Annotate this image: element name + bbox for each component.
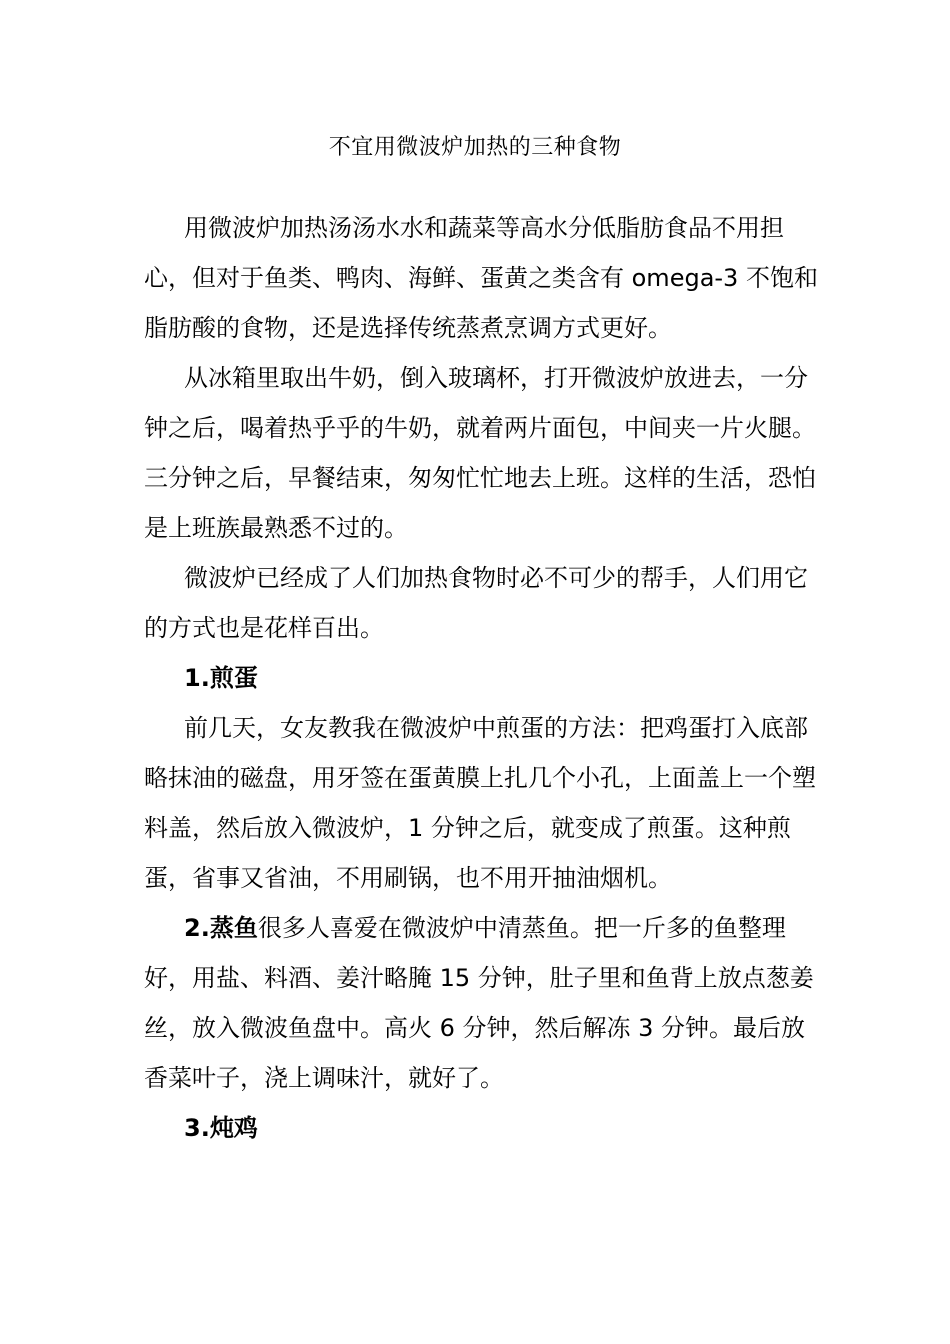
steamed-fish-text: 很多人喜爱在微波炉中清蒸鱼。把一斤多的鱼整理好，用盐、料酒、姜汁略腌 15 分钟，肚子里和鱼背上放点葱姜丝，放入微波鱼盘中。高火 6 分钟，然后解冻 3 分钟。最后放香菜叶子，浇上调味汁，就好了。 [144, 914, 814, 1092]
section-heading-steamed-fish: 2.蒸鱼 [184, 914, 258, 942]
section-heading-stewed-chicken: 3.炖鸡 [184, 1114, 258, 1142]
paragraph-steamed-fish [144, 903, 820, 1103]
document-title: 不宜用微波炉加热的三种食物 [328, 135, 622, 160]
paragraph-breakfast: 从冰箱里取出牛奶，倒入玻璃杯，打开微波炉放进去，一分钟之后，喝着热乎乎的牛奶，就着两片面包，中间夹一片火腿。三分钟之后，早餐结束，匆匆忙忙地去上班。这样的生活，恐怕是上班族最熟悉不过的。 [144, 364, 816, 542]
paragraph-microwave-helper: 微波炉已经成了人们加热食物时必不可少的帮手，人们用它的方式也是花样百出。 [144, 564, 808, 642]
paragraph-fried-egg: 前几天，女友教我在微波炉中煎蛋的方法：把鸡蛋打入底部略抹油的磁盘，用牙签在蛋黄膜上扎几个小孔，上面盖上一个塑料盖，然后放入微波炉，1 分钟之后，就变成了煎蛋。这种煎蛋，省事又省油，不用刷锅，也不用开抽油烟机。 [144, 714, 816, 892]
document-body [144, 203, 820, 1153]
section-heading-fried-egg: 1.煎蛋 [184, 664, 258, 692]
paragraph-intro: 用微波炉加热汤汤水水和蔬菜等高水分低脂肪食品不用担心，但对于鱼类、鸭肉、海鲜、蛋黄之类含有 omega-3 不饱和脂肪酸的食物，还是选择传统蒸煮烹调方式更好。 [144, 214, 818, 342]
